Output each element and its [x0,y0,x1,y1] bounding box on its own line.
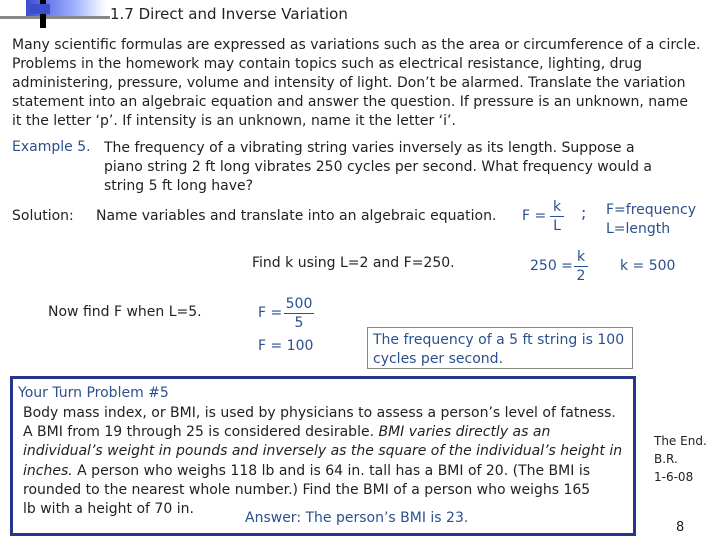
intro-line: it the letter ‘p’. If intensity is an unknown, name it the letter ‘i’. [12,113,456,129]
k-result: k = 500 [620,258,676,274]
equation-lhs: F = [522,208,547,224]
your-turn-line: rounded to the nearest whole number.) Find the BMI of a person who weighs 165 [23,481,591,498]
equation-numerator: k [552,199,562,215]
equation-denominator: L [553,218,561,234]
end-note [654,432,707,486]
f-result: F = 100 [258,338,314,354]
example-line: piano string 2 ft long vibrates 250 cycles per second. What frequency would a [104,159,653,175]
intro-line: administering, pressure, volume and intensity of light. Don’t be alarmed. Translate the variation [12,75,686,91]
your-turn-plain: A BMI from 19 through 25 is considered desirable. [23,424,379,441]
equation-semicolon: ; [581,203,587,222]
f-equation [258,296,328,336]
your-turn-plain: A person who weighs 118 lb and is 64 in. tall has a BMI of 20. (The BMI is [72,462,591,479]
your-turn-line [23,423,629,442]
example-answer-line: cycles per second. [373,351,504,367]
example-line: The frequency of a vibrating string varies inversely as its length. Suppose a [104,140,635,156]
f-equation-denominator: 5 [294,315,304,331]
your-turn-line [23,442,629,461]
example-answer-box [367,327,633,369]
your-turn-italic: BMI varies directly as an [378,424,551,441]
variable-definitions [606,201,696,239]
your-turn-italic: inches. [23,462,73,479]
your-turn-italic: individual’s weight in pounds and inversely as the square of the individual’s height in [23,443,623,460]
example-text [104,139,694,196]
k-equation-lhs: 250 = [530,258,573,274]
corner-logo [0,0,110,30]
end-line: The End. [654,434,707,448]
your-turn-title: Your Turn Problem #5 [18,385,169,401]
find-k-text: Find k using L=2 and F=250. [252,255,455,271]
page-number: 8 [676,520,685,535]
your-turn-text [23,404,629,519]
f-equation-lhs: F = [258,305,283,321]
example-line: string 5 ft long have? [104,178,254,194]
example-label: Example 5. [12,139,91,155]
intro-line: Problems in the homework may contain topics such as electrical resistance, lighting, drug [12,56,643,72]
your-turn-line: Body mass index, or BMI, is used by physicians to assess a person’s level of fatness. [23,405,616,421]
k-equation [530,249,600,289]
end-line: 1-6-08 [654,470,694,484]
intro-line: statement into an algebraic equation and answer the question. If pressure is an unknown, name [12,94,688,110]
variation-equation [522,199,582,239]
intro-paragraph [12,36,712,131]
end-line: B.R. [654,452,678,466]
intro-line: Many scientific formulas are expressed as variations such as the area or circumference of a circle. [12,37,701,53]
f-equation-numerator: 500 [285,296,313,312]
example-answer-line: The frequency of a 5 ft string is 100 [373,332,625,348]
your-turn-line [23,462,629,481]
k-equation-denominator: 2 [576,268,586,284]
solution-label: Solution: [12,208,74,224]
definition-length: L=length [606,221,671,237]
page-title: 1.7 Direct and Inverse Variation [110,5,348,23]
your-turn-line: lb with a height of 70 in. [23,501,194,518]
your-turn-answer: Answer: The person’s BMI is 23. [245,510,469,526]
solution-text: Name variables and translate into an algebraic equation. [96,208,497,224]
find-f-text: Now find F when L=5. [48,304,202,320]
definition-frequency: F=frequency [606,202,697,218]
k-equation-numerator: k [576,249,586,265]
